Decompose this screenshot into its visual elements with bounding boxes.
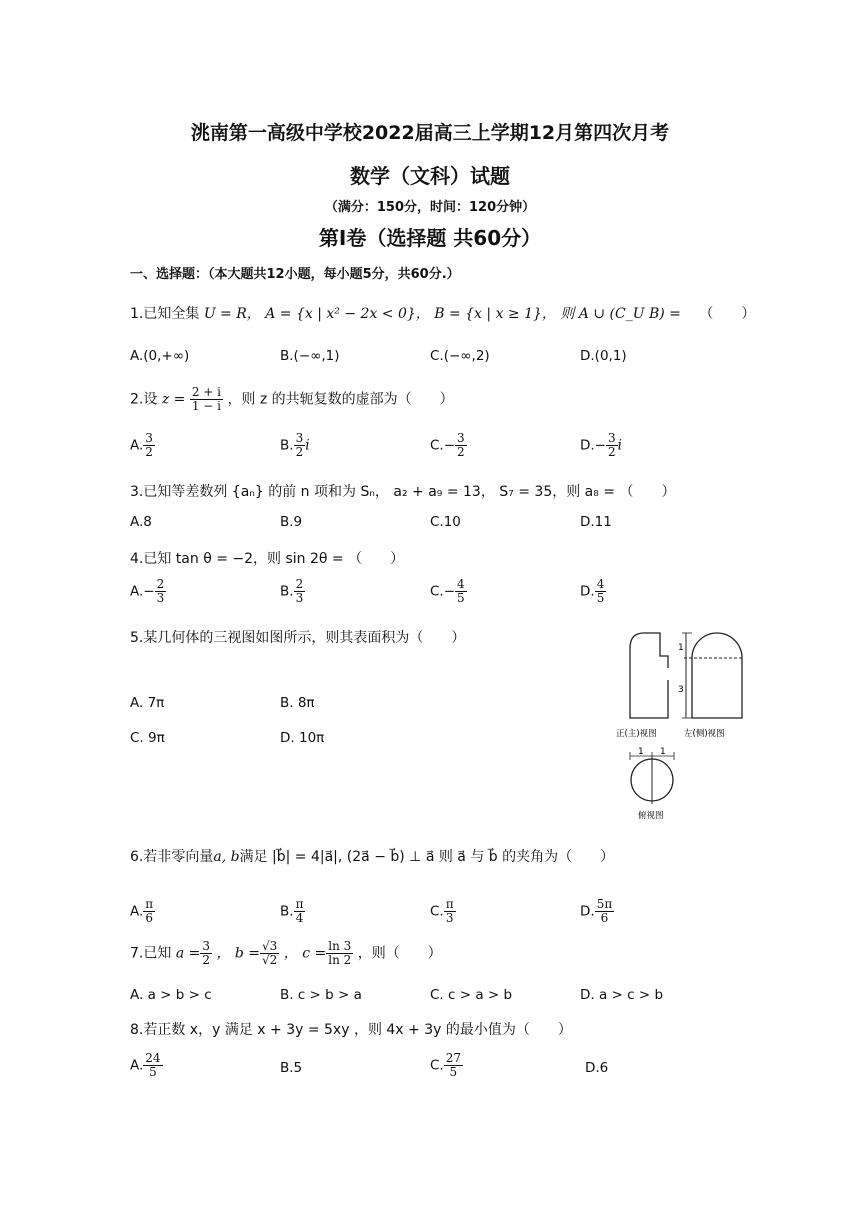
- three-view-drawing: [612, 628, 748, 824]
- front-view-outline: [630, 633, 668, 718]
- question-8-stem: 8.若正数 x，y 满足 x + 3y = 5xy ，则 4x + 3y 的最小值为（ ）: [130, 1022, 572, 1038]
- question-1-stem: 1.已知全集 U = R， A = {x | x² − 2x < 0}， B = {x | x ≥ 1}， 则 A ∪ (C_U B) = （ ）: [130, 306, 756, 322]
- question-3-option-a[interactable]: A.8: [130, 514, 152, 530]
- side-view-label: 左(侧)视图: [684, 729, 725, 739]
- question-6-option-b[interactable]: B. $\frac{\pi}{4}$: [280, 897, 304, 925]
- question-8-option-a[interactable]: A. $\frac{24}{5}$: [130, 1051, 161, 1079]
- question-3-option-b[interactable]: B.9: [280, 514, 303, 530]
- question-8-option-b[interactable]: B.5: [280, 1060, 303, 1076]
- question-3-option-d[interactable]: D.11: [580, 514, 612, 530]
- question-4-option-a[interactable]: A.− $\frac{2}{3}$: [130, 577, 165, 605]
- dim-1b: 1: [638, 747, 644, 757]
- exam-title: 洮南第一高级中学校2022届高三上学期12月第四次月考: [190, 122, 670, 144]
- front-view-label: 正(主)视图: [616, 729, 657, 739]
- question-4-option-c[interactable]: C.− $\frac{4}{5}$: [430, 577, 465, 605]
- question-1-option-d[interactable]: D.(0,1): [580, 348, 627, 364]
- question-6-option-a[interactable]: A. $\frac{\pi}{6}$: [130, 897, 154, 925]
- question-7-option-d[interactable]: D. a > c > b: [580, 987, 664, 1003]
- question-5-option-a[interactable]: A. 7π: [130, 695, 165, 711]
- exam-score-time: （满分：150分，时间：120分钟）: [324, 200, 536, 215]
- question-2-stem: 2.设 z = $\frac{2 + i}{1 - i}$ ，则 z 的共轭复数的虚部为（ ）: [130, 385, 454, 413]
- question-7-option-a[interactable]: A. a > b > c: [130, 987, 212, 1003]
- question-4-option-b[interactable]: B. $\frac{2}{3}$: [280, 577, 304, 605]
- question-8-option-c[interactable]: C. $\frac{27}{5}$: [430, 1051, 461, 1079]
- question-2-option-d[interactable]: D.− $\frac{3}{2}$ i: [580, 431, 622, 459]
- question-5-stem: 5.某几何体的三视图如图所示，则其表面积为（ ）: [130, 630, 466, 646]
- question-6-option-c[interactable]: C. $\frac{\pi}{3}$: [430, 897, 454, 925]
- question-2-option-a[interactable]: A. $\frac{3}{2}$: [130, 431, 153, 459]
- dim-1a: 1: [678, 643, 684, 653]
- question-4-stem: 4.已知 tan θ = −2，则 sin 2θ = （ ）: [130, 551, 405, 567]
- question-4-option-d[interactable]: D. $\frac{4}{5}$: [580, 577, 605, 605]
- question-3-option-c[interactable]: C.10: [430, 514, 461, 530]
- question-8-option-d[interactable]: D.6: [585, 1060, 609, 1076]
- exam-subject-title: 数学（文科）试题: [350, 164, 510, 188]
- question-2-option-b[interactable]: B. $\frac{3}{2}$ i: [280, 431, 310, 459]
- question-2-fraction: $\frac{2 + i}{1 - i}$: [191, 385, 221, 413]
- question-7-stem: 7.已知 a = $\frac{3}{2}$ ， b = $\frac{√3}{√2}$ ， c = $\frac{\ln 3}{\ln 2}$ ，则（ ）: [130, 939, 442, 967]
- question-1-option-c[interactable]: C.(−∞,2): [430, 348, 490, 364]
- question-6-stem: 6.若非零向量a, b满足 |b⃗| = 4|a⃗|, (2a⃗ − b⃗) ⊥ a⃗ 则 a⃗ 与 b⃗ 的夹角为（ ）: [130, 849, 615, 865]
- three-view-figure: [612, 628, 748, 824]
- question-1-option-a[interactable]: A.(0,+∞): [130, 348, 190, 364]
- dim-1c: 1: [660, 747, 666, 757]
- question-3-stem: 3.已知等差数列 {aₙ} 的前 n 项和为 Sₙ， a₂ + a₉ = 13， S₇ = 35，则 a₈ = （ ）: [130, 484, 676, 500]
- section-heading: 一、选择题：（本大题共12小题，每小题5分，共60分.）: [130, 267, 460, 282]
- question-6-option-d[interactable]: D. $\frac{5\pi}{6}$: [580, 897, 613, 925]
- question-1-option-b[interactable]: B.(−∞,1): [280, 348, 340, 364]
- dim-3: 3: [678, 685, 684, 695]
- question-7-option-c[interactable]: C. c > a > b: [430, 987, 513, 1003]
- question-7-option-b[interactable]: B. c > b > a: [280, 987, 362, 1003]
- side-view-outline: [692, 633, 742, 718]
- question-5-option-d[interactable]: D. 10π: [280, 730, 325, 746]
- question-5-option-b[interactable]: B. 8π: [280, 695, 315, 711]
- question-5-option-c[interactable]: C. 9π: [130, 730, 165, 746]
- question-2-option-c[interactable]: C.− $\frac{3}{2}$: [430, 431, 465, 459]
- part-heading: 第Ⅰ卷（选择题 共60分）: [318, 226, 542, 250]
- top-view-label: 俯视图: [638, 811, 664, 821]
